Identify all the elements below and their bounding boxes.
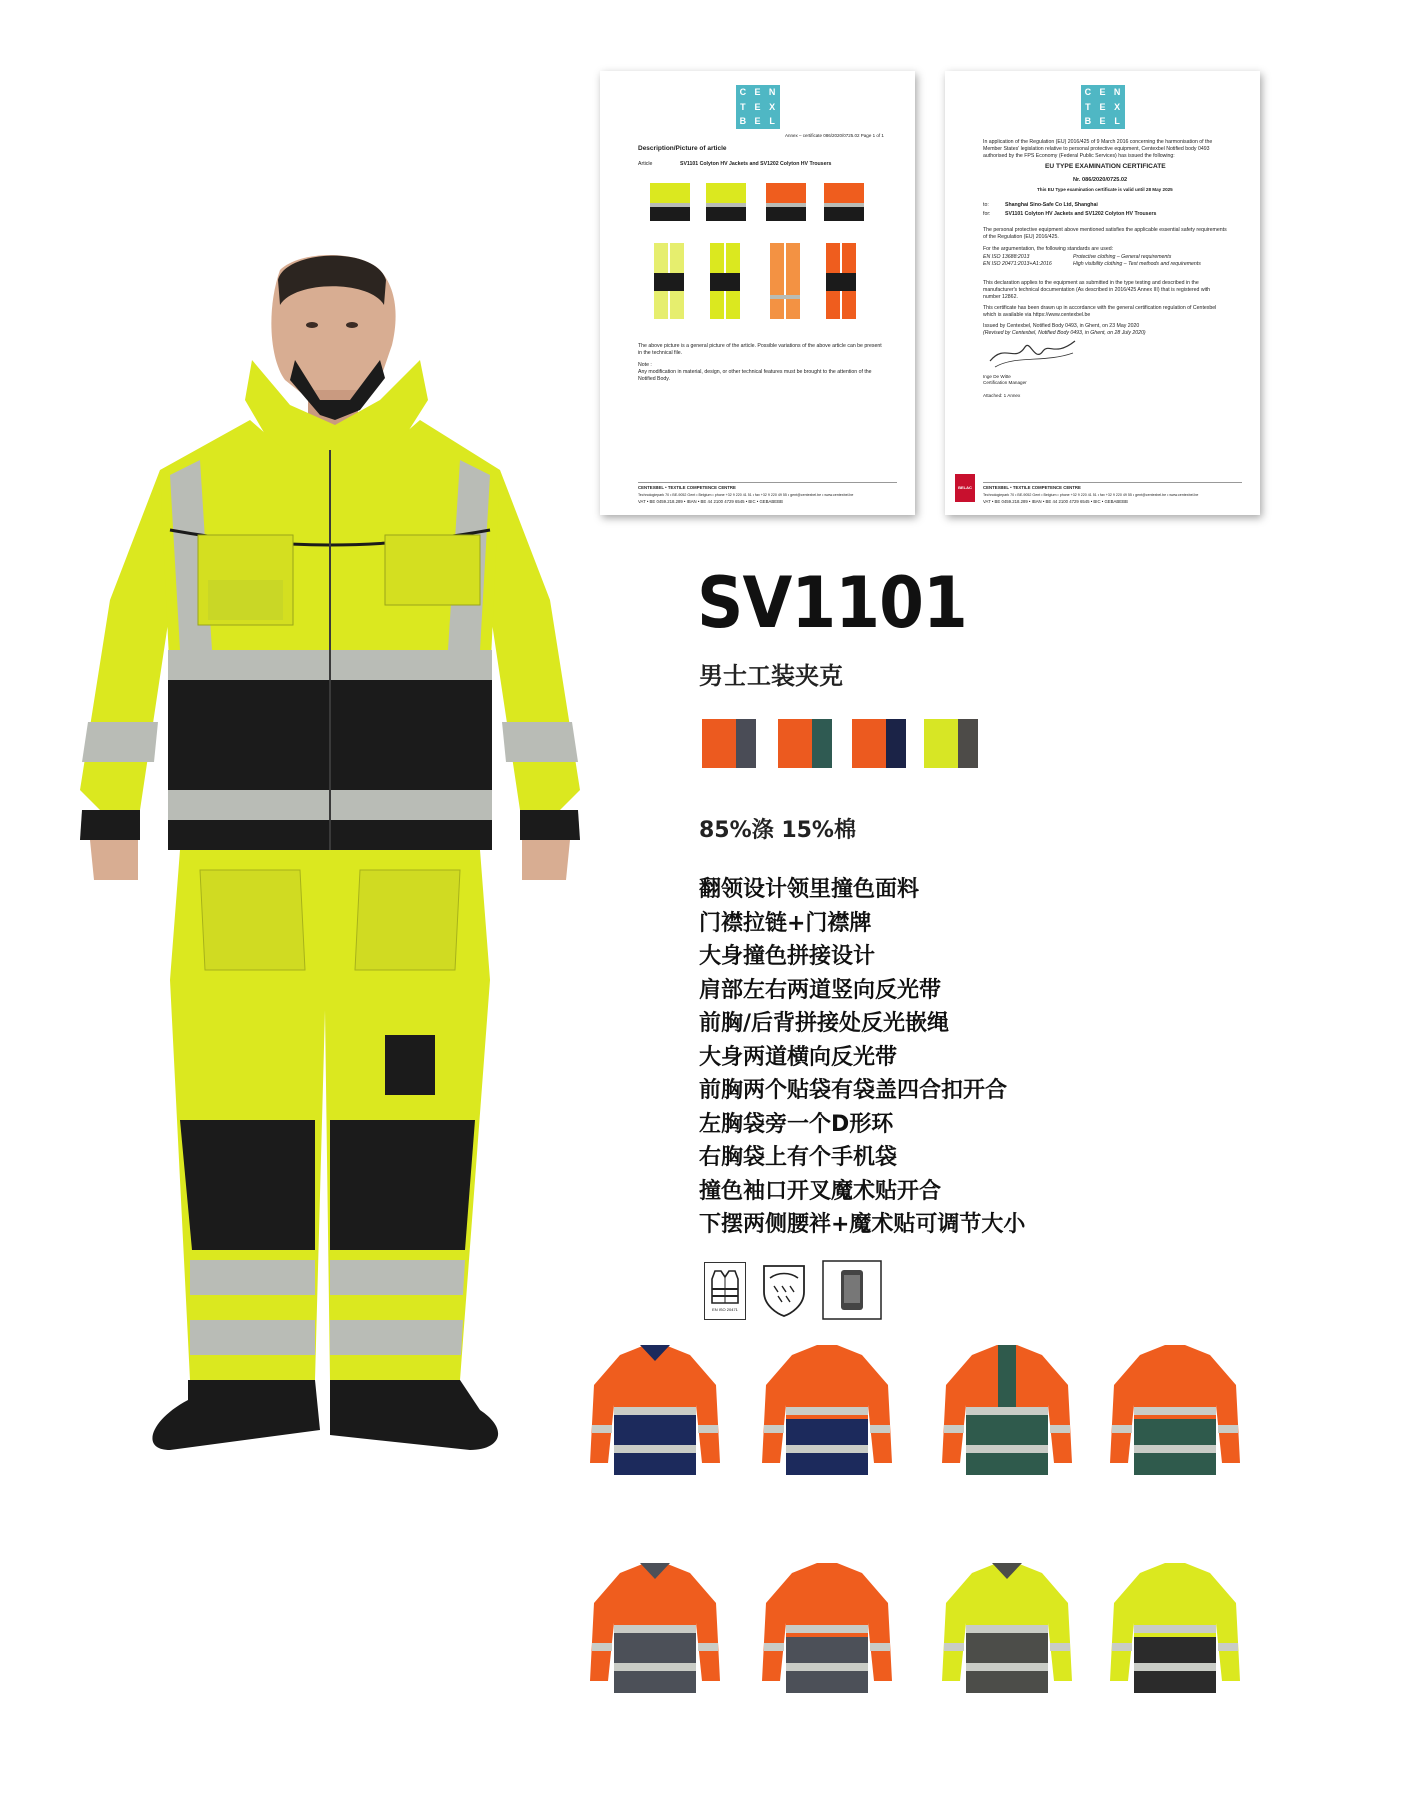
signature	[985, 333, 1085, 373]
thumb-jacket-yellow-back	[706, 183, 746, 221]
cert-intro1: In application of the Regulation (EU) 2016/425 of 9 March 2016 concerning the harmonisation of the	[983, 139, 1213, 145]
color-swatch-1[interactable]	[702, 719, 756, 768]
feature-item: 右胸袋上有个手机袋	[699, 1145, 898, 1170]
annex-footer3: VAT • BE 0459.218.289 • IBAN • BE 44 2100 4729 6545 • BIC • GEBABEBB	[638, 499, 783, 504]
color-swatch-3[interactable]	[852, 719, 906, 768]
annex-note2b: Notified Body.	[638, 376, 670, 382]
cert-std1b: Protective clothing – General requirements	[1073, 254, 1172, 260]
cert-p5: Issued by Centexbel, Notified Body 0493, in Ghent, on 23 May 2020	[983, 323, 1140, 329]
cert-signer-role: Certification Manager	[983, 380, 1027, 385]
swatch-contrast	[812, 719, 832, 768]
certificate-annex	[600, 71, 915, 515]
cert-title: EU TYPE EXAMINATION CERTIFICATE	[1045, 163, 1166, 170]
product-model: SV1101	[697, 562, 967, 644]
color-swatch-2[interactable]	[778, 719, 832, 768]
feature-list	[699, 873, 1025, 1242]
annex-footer2: Technologiepark 70 • BE-9052 Gent • Belgium • phone +32 9 220 41 51 • fax +32 9 220 49 55 • gent@centexbel.be • www.centexbel.be	[638, 493, 854, 497]
jacket-thumb-yellow-black-back[interactable]	[1110, 1563, 1240, 1693]
cert-to-label: to:	[983, 202, 989, 208]
feature-item: 左胸袋旁一个D形环	[699, 1111, 894, 1137]
annex-heading: Description/Picture of article	[638, 145, 727, 152]
feature-item: 前胸两个贴袋有袋盖四合扣开合	[699, 1078, 1008, 1103]
cert-footer3: VAT • BE 0459.218.289 • IBAN • BE 44 2100 4729 6545 • BIC • GEBABEBB	[983, 499, 1128, 504]
feature-item: 门襟拉链+门襟牌	[699, 910, 872, 936]
cert-p1: The personal protective equipment above mentioned satisfies the applicable essential safety requirements	[983, 227, 1227, 233]
annex-garment-pictures	[648, 177, 878, 325]
jacket-gallery	[590, 1345, 1270, 1745]
jacket-thumb-yellow-grey-front[interactable]	[942, 1563, 1072, 1693]
cert-p5b: (Revised by Centexbel, Notified Body 0493, in Ghent, on 28 July 2020)	[983, 330, 1146, 336]
cert-validity: This EU Type examination certificate is valid until 28 May 2025	[1037, 187, 1173, 192]
annex-note1: The above picture is a general picture of the article. Possible variations of the above article can be present	[638, 343, 882, 349]
annex-footer-rule	[638, 482, 897, 483]
cert-std2a: EN ISO 20471:2013+A1:2016	[983, 261, 1052, 267]
annex-ref: Annex – certificate 086/2020/0725.02 Page 1 of 1	[785, 133, 884, 138]
jacket-thumb-orange-green-front[interactable]	[942, 1345, 1072, 1475]
cert-for-value: SV1101 Colyton HV Jackets and SV1202 Colyton HV Trousers	[1005, 211, 1157, 217]
cert-intro3: authorised by the FPS Economy (Federal Public Services) has issued the following:	[983, 153, 1175, 159]
centexbel-logo: C E N T E X B E L	[1081, 85, 1125, 129]
fabric-composition: 85%涤 15%棉	[699, 818, 856, 843]
cert-p3: This declaration applies to the equipment as submitted in the type testing and described in the	[983, 280, 1199, 286]
annex-note1b: in the technical file.	[638, 350, 683, 356]
annex-note-label: Note :	[638, 362, 652, 368]
product-name: 男士工装夹克	[699, 662, 843, 690]
certificate-eu-type-examination	[945, 71, 1260, 515]
swatch-contrast	[736, 719, 756, 768]
belac-logo: BELAC	[955, 474, 975, 502]
thumb-trousers-yellow	[654, 243, 684, 319]
swatch-main	[924, 719, 958, 768]
annex-footer1: CENTEXBEL • TEXTILE COMPETENCE CENTRE	[638, 485, 736, 490]
jacket-thumb-orange-navy-back[interactable]	[762, 1345, 892, 1475]
thumb-jacket-yellow	[650, 183, 690, 221]
phone-pocket-icon	[822, 1260, 882, 1320]
swatch-main	[702, 719, 736, 768]
feature-item: 前胸/后背拼接处反光嵌绳	[699, 1011, 950, 1036]
cert-for-label: for:	[983, 211, 991, 217]
annex-article-value: SV1101 Colyton HV Jackets and SV1202 Colyton HV Trousers	[680, 161, 832, 167]
cert-attached: Attached: 1 Annex	[983, 393, 1021, 398]
thumb-trousers-yellow-back	[710, 243, 740, 319]
thumb-trousers-orange-back	[826, 243, 856, 319]
jacket-thumb-orange-grey-back[interactable]	[762, 1563, 892, 1693]
shoes	[152, 1380, 498, 1450]
cert-std1a: EN ISO 13688:2013	[983, 254, 1030, 260]
annex-note2: Any modification in material, design, or other technical features must be brought to the attention of the	[638, 369, 872, 375]
icon-caption: EN ISO 20471	[712, 1307, 738, 1312]
swatch-contrast	[958, 719, 978, 768]
model-photo	[80, 250, 580, 1710]
cert-p4: This certificate has been drawn up in accordance with the general certification regulation of Centexbel	[983, 305, 1217, 311]
feature-item: 撞色袖口开叉魔术贴开合	[699, 1178, 942, 1204]
color-swatch-4[interactable]	[924, 719, 978, 768]
feature-item: 大身撞色拼接设计	[699, 944, 876, 969]
jacket-thumb-orange-grey-front[interactable]	[590, 1563, 720, 1693]
cert-std2b: High visibility clothing – Test methods and requirements	[1073, 261, 1201, 267]
feature-item: 下摆两侧腰袢+魔术贴可调节大小	[699, 1212, 1026, 1237]
swatch-main	[852, 719, 886, 768]
hi-vis-vest-icon	[704, 1262, 746, 1320]
jacket-thumb-orange-green-back[interactable]	[1110, 1345, 1240, 1475]
rain-shield-icon	[760, 1262, 808, 1318]
cert-p2: For the argumentation, the following standards are used:	[983, 246, 1114, 252]
annex-article-label: Article	[638, 161, 653, 167]
jacket-thumb-orange-navy-front[interactable]	[590, 1345, 720, 1475]
cert-to-value: Shanghai Sino-Safe Co Ltd, Shanghai	[1005, 202, 1098, 208]
cert-signer: Inge De Witte	[983, 374, 1011, 379]
cert-p3c: number 12862.	[983, 294, 1018, 300]
feature-item: 大身两道横向反光带	[699, 1044, 898, 1070]
feature-item: 肩部左右两道竖向反光带	[699, 977, 942, 1003]
cert-footer-rule	[983, 482, 1242, 483]
cert-intro2: Member States' legislation relative to personal protective equipment, Centexbel Notified body 0493	[983, 146, 1210, 152]
swatch-main	[778, 719, 812, 768]
cert-p1b: of the Regulation (EU) 2016/425.	[983, 234, 1059, 240]
swatch-contrast	[886, 719, 906, 768]
cert-p4b: which is available via https://www.centexbel.be	[983, 312, 1091, 318]
trousers	[170, 850, 490, 1380]
thumb-jacket-orange	[766, 183, 806, 221]
centexbel-logo: C E N T E X B E L	[736, 85, 780, 129]
thumb-jacket-orange-back	[824, 183, 864, 221]
cert-p3b: manufacturer's technical documentation (As described in 2016/425 Annex III) that is registered with	[983, 287, 1211, 293]
thumb-trousers-orange	[770, 243, 800, 319]
cert-number: Nr. 086/2020/0725.02	[1073, 177, 1128, 183]
cert-footer1: CENTEXBEL • TEXTILE COMPETENCE CENTRE	[983, 485, 1081, 490]
cert-footer2: Technologiepark 70 • BE-9052 Gent • Belgium • phone +32 9 220 41 51 • fax +32 9 220 49 55 • gent@centexbel.be • www.centexbel.be	[983, 493, 1199, 497]
feature-item: 翻领设计领里撞色面料	[699, 877, 920, 902]
